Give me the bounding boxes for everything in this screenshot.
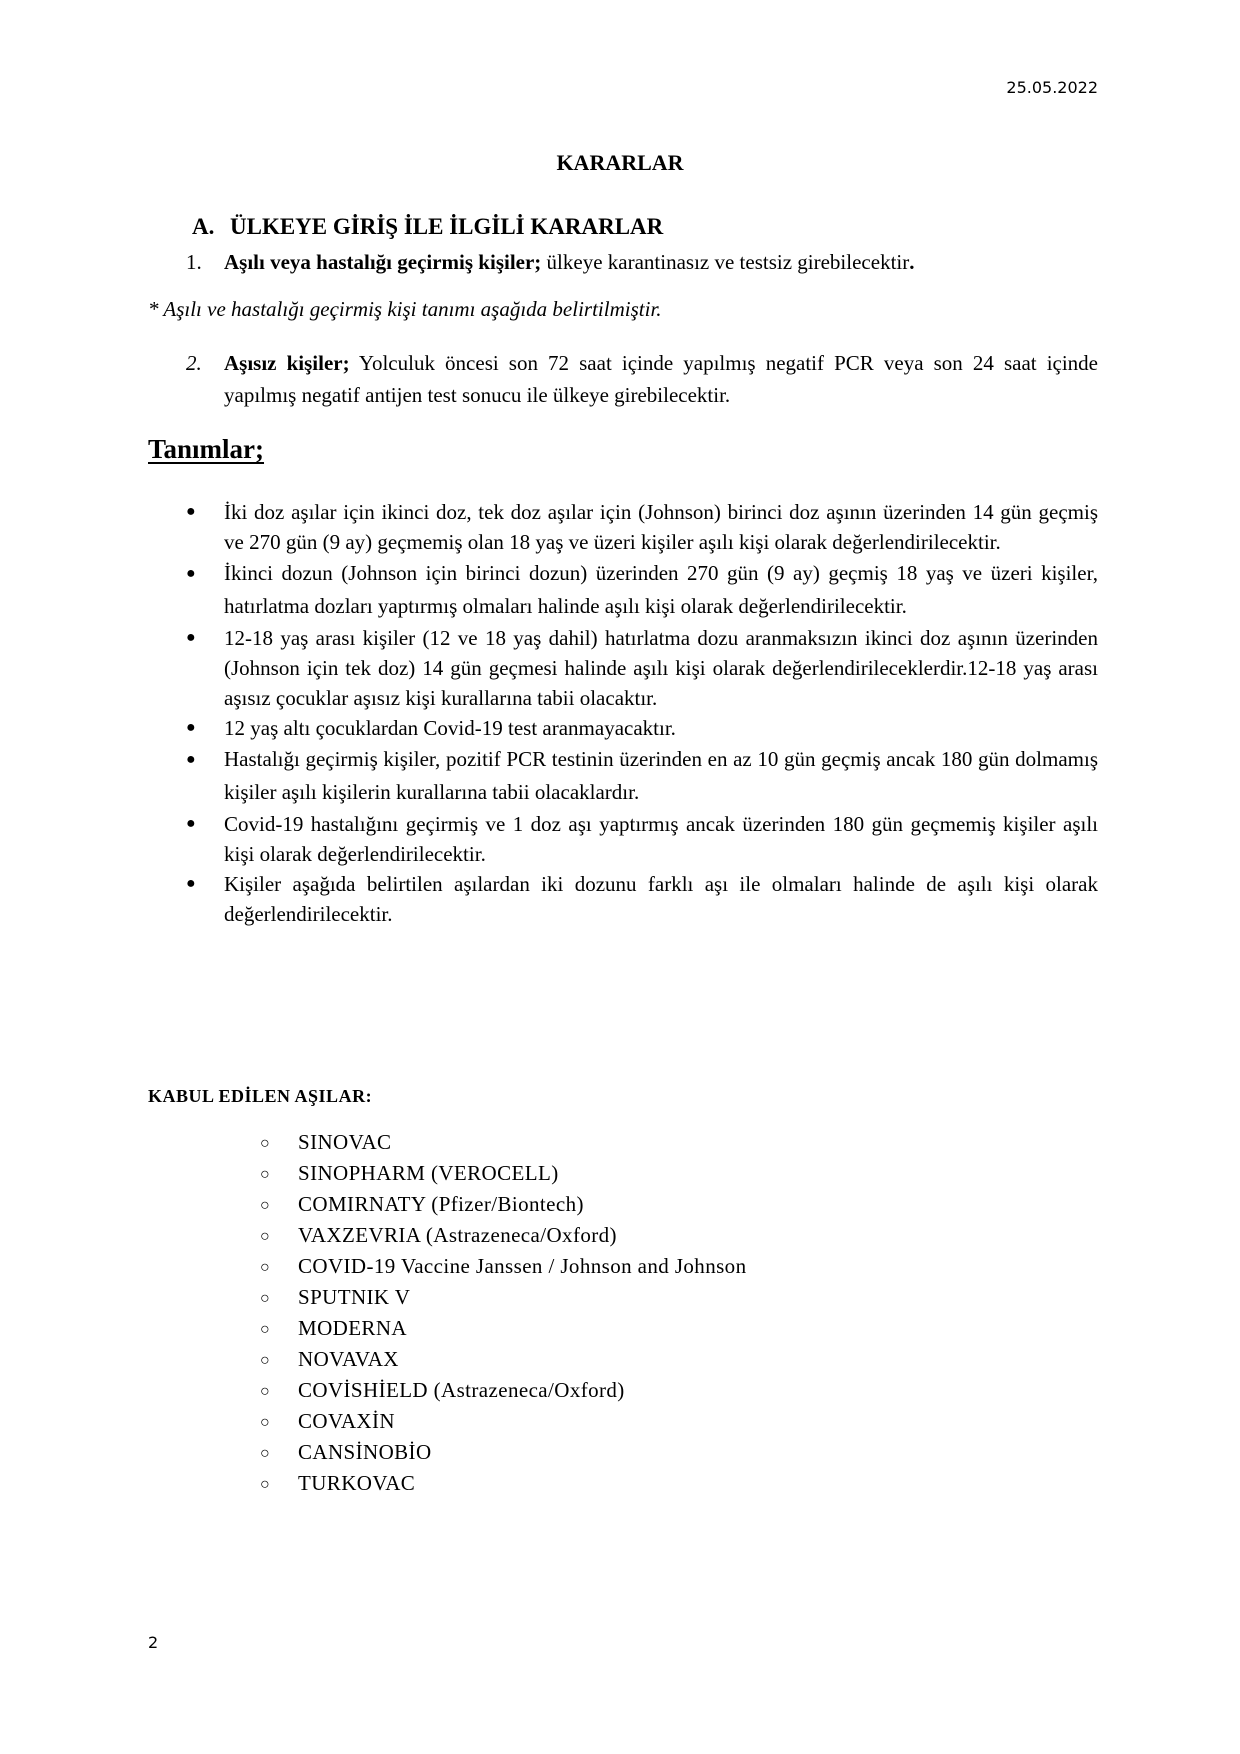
hollow-circle-icon: ○ [260, 1290, 271, 1307]
list-item [186, 623, 1098, 713]
vaccine-name: VAXZEVRIA (Astrazeneca/Oxford) [298, 1223, 617, 1247]
hollow-circle-icon: ○ [260, 1383, 271, 1400]
list-item [186, 743, 1098, 809]
bullet-dot-icon: ● [186, 503, 196, 520]
bullet-dot-icon: ● [186, 629, 196, 646]
definitions-list [186, 497, 1098, 929]
hollow-circle-icon: ○ [260, 1166, 271, 1183]
vaccine-item [260, 1189, 746, 1220]
section-a-heading [192, 214, 663, 240]
page-number: 2 [148, 1633, 159, 1652]
vaccine-item [260, 1127, 746, 1158]
definitions-heading: Tanımlar; [148, 434, 265, 464]
vaccine-item [260, 1468, 746, 1499]
bullet-dot-icon: ● [186, 815, 196, 832]
item-number: 1. [186, 250, 202, 274]
list-item-text: 12-18 yaş arası kişiler (12 ve 18 yaş dahil) hatırlatma dozu aranmaksızın ikinci doz aşının üzerinden (Johnson için tek doz) 14 gün geçmesi halinde aşılı kişi olarak değerlendirileceklerdir.12-18 yaş arası aşısız çocuklar aşısız kişi kurallarına tabii olacaktır. [224, 626, 1098, 710]
bullet-dot-icon: ● [186, 719, 196, 736]
item-number: 2. [186, 351, 202, 375]
hollow-circle-icon: ○ [260, 1259, 271, 1276]
vaccine-item [260, 1313, 746, 1344]
accepted-vaccines-list [260, 1127, 746, 1499]
hollow-circle-icon: ○ [260, 1352, 271, 1369]
vaccine-item [260, 1406, 746, 1437]
vaccine-item [260, 1344, 746, 1375]
bullet-dot-icon: ● [186, 565, 196, 582]
list-item-text: İki doz aşılar için ikinci doz, tek doz aşılar için (Johnson) birinci doz aşının üzerinden 14 gün geçmiş ve 270 gün (9 ay) geçmemiş olan 18 yaş ve üzeri kişiler aşılı kişi olarak değerlendirilecektir. [224, 500, 1098, 554]
vaccine-name: COMIRNATY (Pfizer/Biontech) [298, 1192, 584, 1216]
vaccine-item [260, 1282, 746, 1313]
vaccine-item [260, 1220, 746, 1251]
list-item [186, 809, 1098, 869]
item-text: ülkeye karantinasız ve testsiz girebilecektir [541, 250, 910, 274]
hollow-circle-icon: ○ [260, 1414, 271, 1431]
hollow-circle-icon: ○ [260, 1321, 271, 1338]
vaccine-name: SINOVAC [298, 1130, 392, 1154]
list-item [186, 557, 1098, 623]
list-item-text: Covid-19 hastalığını geçirmiş ve 1 doz aşı yaptırmış ancak üzerinden 180 gün geçmemiş kişiler aşılı kişi olarak değerlendirilecektir. [224, 812, 1098, 866]
vaccine-name: COVAXİN [298, 1409, 395, 1433]
vaccine-name: CANSİNOBİO [298, 1440, 432, 1464]
vaccine-name: SINOPHARM (VEROCELL) [298, 1161, 559, 1185]
list-item [186, 869, 1098, 929]
vaccine-item [260, 1437, 746, 1468]
hollow-circle-icon: ○ [260, 1228, 271, 1245]
hollow-circle-icon: ○ [260, 1445, 271, 1462]
hollow-circle-icon: ○ [260, 1197, 271, 1214]
section-heading-text: ÜLKEYE GİRİŞ İLE İLGİLİ KARARLAR [230, 214, 664, 239]
vaccine-name: COVID-19 Vaccine Janssen / Johnson and Johnson [298, 1254, 747, 1278]
item-text: Yolculuk öncesi son 72 saat içinde yapılmış negatif PCR veya son 24 saat içinde yapılmış negatif antijen test sonucu ile ülkeye girebilecektir. [224, 351, 1099, 407]
vaccine-name: TURKOVAC [298, 1471, 416, 1495]
list-item-text: Hastalığı geçirmiş kişiler, pozitif PCR testinin üzerinden en az 10 gün geçmiş ancak 180 gün dolmamış kişiler aşılı kişilerin kurallarına tabii olacaklardır. [224, 747, 1098, 804]
decision-item-2 [186, 347, 1098, 411]
list-item [186, 713, 1098, 743]
page-title: KARARLAR [556, 150, 684, 175]
vaccine-name: MODERNA [298, 1316, 407, 1340]
vaccine-item [260, 1158, 746, 1189]
vaccine-item [260, 1251, 746, 1282]
vaccine-name: SPUTNIK V [298, 1285, 411, 1309]
list-item-text: 12 yaş altı çocuklardan Covid-19 test aranmayacaktır. [224, 716, 676, 740]
item-bold-lead: Aşılı veya hastalığı geçirmiş kişiler; [224, 250, 542, 274]
list-item [186, 497, 1098, 557]
decision-item-1 [186, 250, 914, 275]
item-bold-end: . [909, 250, 915, 274]
hollow-circle-icon: ○ [260, 1135, 271, 1152]
bullet-dot-icon: ● [186, 751, 196, 768]
item-bold-lead: Aşısız kişiler; [224, 351, 350, 375]
hollow-circle-icon: ○ [260, 1476, 271, 1493]
list-item-text: Kişiler aşağıda belirtilen aşılardan iki dozunu farklı aşı ile olmaları halinde de aşılı kişi olarak değerlendirilecektir. [224, 872, 1098, 926]
list-item-text: İkinci dozun (Johnson için birinci dozun) üzerinden 270 gün (9 ay) geçmiş 18 yaş ve üzeri kişiler, hatırlatma dozları yaptırmış olmaları halinde aşılı kişi olarak değerlendirilecektir. [224, 561, 1098, 618]
document-date: 25.05.2022 [1006, 78, 1098, 97]
definition-note: * Aşılı ve hastalığı geçirmiş kişi tanımı aşağıda belirtilmiştir. [148, 297, 662, 321]
accepted-vaccines-heading: KABUL EDİLEN AŞILAR: [148, 1086, 373, 1106]
bullet-dot-icon: ● [186, 875, 196, 892]
vaccine-name: NOVAVAX [298, 1347, 399, 1371]
vaccine-name: COVİSHİELD (Astrazeneca/Oxford) [298, 1378, 625, 1402]
section-letter: A. [192, 214, 215, 239]
vaccine-item [260, 1375, 746, 1406]
